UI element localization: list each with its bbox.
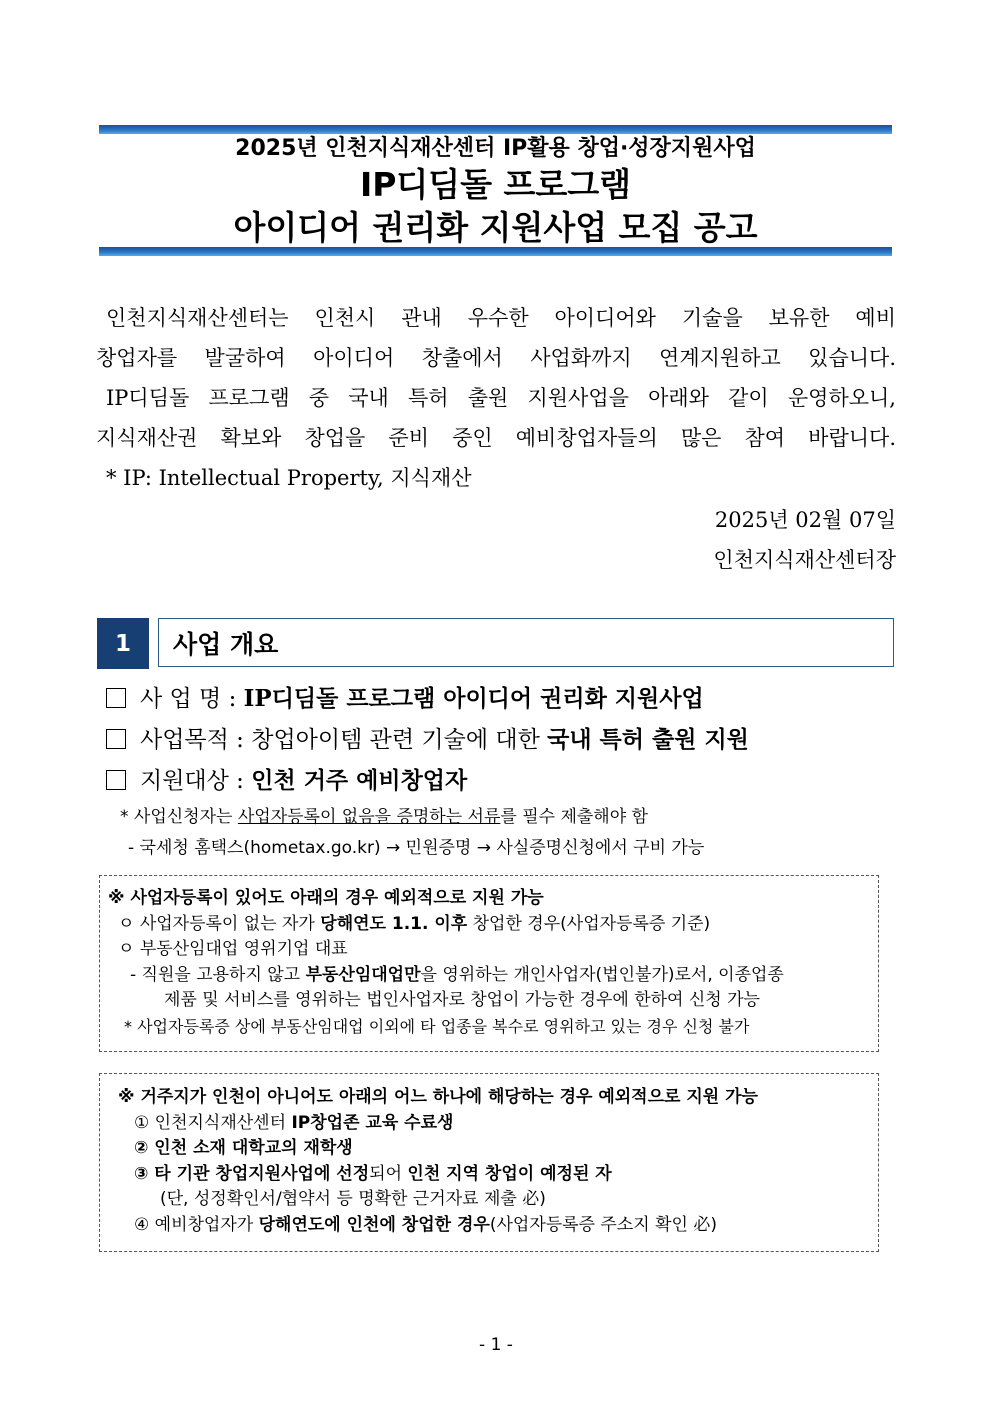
intro-line-3: IP디딤돌 프로그램 중 국내 특허 출원 지원사업을 아래와 같이 운영하오니, [106,386,896,410]
header-top-rule [99,125,892,134]
item-label: 지원대상 : [140,768,252,794]
box2-option-3 [118,1162,878,1188]
item-value: IP디딤돌 프로그램 아이디어 권리화 지원사업 [243,685,704,712]
bold-text: 인천 지역 창업이 예정된 자 [407,1163,612,1184]
checkbox-icon [106,770,126,790]
note-text: * 사업신청자는 [120,807,238,827]
box2-option-4 [118,1213,878,1239]
box1-line-1 [108,912,878,938]
box1-line-5: * 사업자등록증 상에 부동산임대업 이외에 타 업종을 복수로 영위하고 있는 경우 신청 불가 [124,1016,750,1036]
bold-text: IP창업존 교육 수료생 [291,1112,454,1133]
item-label: 사 업 명 : [140,686,244,712]
box1-line-2: ㅇ 부동산임대업 영위기업 대표 [118,939,348,959]
page-number: - 1 - [479,1335,513,1355]
box2-heading [118,1085,878,1111]
target-notes [120,802,704,864]
item-business-purpose [106,719,749,760]
box1-heading [108,886,878,912]
header-bottom-rule [99,247,892,256]
bold-text: ② 인천 소재 대학교의 재학생 [134,1138,353,1158]
text: ㅇ 사업자등록이 없는 자가 [118,913,321,934]
item-value: 국내 특허 출원 지원 [547,726,749,753]
checkbox-icon [106,729,126,749]
box2-heading-text: ※ 거주지가 인천이 아니어도 아래의 어느 하나에 해당하는 경우 예외적으로 지원 가능 [118,1087,758,1107]
exception-box-business-registration [99,875,879,1052]
title-line-1: 2025년 인천지식재산센터 IP활용 창업·성장지원사업 [235,136,756,161]
section-number-badge: 1 [97,618,149,669]
note-text: 를 필수 제출해야 함 [500,807,648,827]
overview-items [106,678,749,801]
bold-text: 당해연도에 인천에 창업한 경우 [258,1214,490,1235]
item-business-name [106,678,749,719]
intro-paragraph [96,298,896,498]
box1-line-4: 제품 및 서비스를 영위하는 법인사업자로 창업이 가능한 경우에 한하여 신청 가능 [164,990,760,1010]
intro-line-2: 창업자를 발굴하여 아이디어 창출에서 사업화까지 연계지원하고 있습니다. [96,346,896,370]
text: ④ 예비창업자가 [134,1214,259,1235]
box2-option-1 [118,1111,878,1137]
checkbox-icon [106,688,126,708]
exception-box-residence [99,1073,879,1252]
box1-line-3 [108,963,878,989]
text: 을 영위하는 개인사업자(법인불가)로서, 이종업종 [420,964,784,985]
signature-block [713,500,896,580]
item-target [106,760,749,801]
text: 창업한 경우(사업자등록증 기준) [467,913,711,934]
section-title: 사업 개요 [158,618,894,667]
text: (사업자등록증 주소지 확인 必) [489,1214,717,1235]
intro-line-4: 지식재산권 확보와 창업을 준비 중인 예비창업자들의 많은 참여 바랍니다. [96,426,896,450]
note-hometax: - 국세청 홈택스(hometax.go.kr) → 민원증명 → 사실증명신청에서 구비 가능 [128,838,705,858]
text: 되어 [369,1163,408,1184]
item-label: 사업목적 : 창업아이템 관련 기술에 대한 [140,727,548,753]
title-block [99,134,892,250]
title-line-3: 아이디어 권리화 지원사업 모집 공고 [233,208,758,247]
intro-footnote: * IP: Intellectual Property, 지식재산 [106,466,472,490]
intro-line-1: 인천지식재산센터는 인천시 관내 우수한 아이디어와 기술을 보유한 예비 [106,306,896,330]
bold-text: 당해연도 1.1. 이후 [320,913,468,934]
box2-option-2 [118,1136,878,1162]
bold-text: 부동산임대업만 [305,964,421,985]
text: ① 인천지식재산센터 [134,1112,292,1133]
announcement-date: 2025년 02월 07일 [714,508,896,532]
title-line-2: IP디딤돌 프로그램 [359,165,632,204]
note-underlined: 사업자등록이 없음을 증명하는 서류 [237,807,501,827]
note-required-document [120,802,704,833]
box1-heading-text: ※ 사업자등록이 있어도 아래의 경우 예외적으로 지원 가능 [108,888,544,908]
box2-option-3-note: (단, 성정확인서/협약서 등 명확한 근거자료 제출 必) [160,1189,546,1209]
issuer-name: 인천지식재산센터장 [713,548,896,572]
bold-text: ③ 타 기관 창업지원사업에 선정 [134,1163,370,1184]
item-value: 인천 거주 예비창업자 [251,767,468,794]
text: - 직원을 고용하지 않고 [130,964,306,985]
